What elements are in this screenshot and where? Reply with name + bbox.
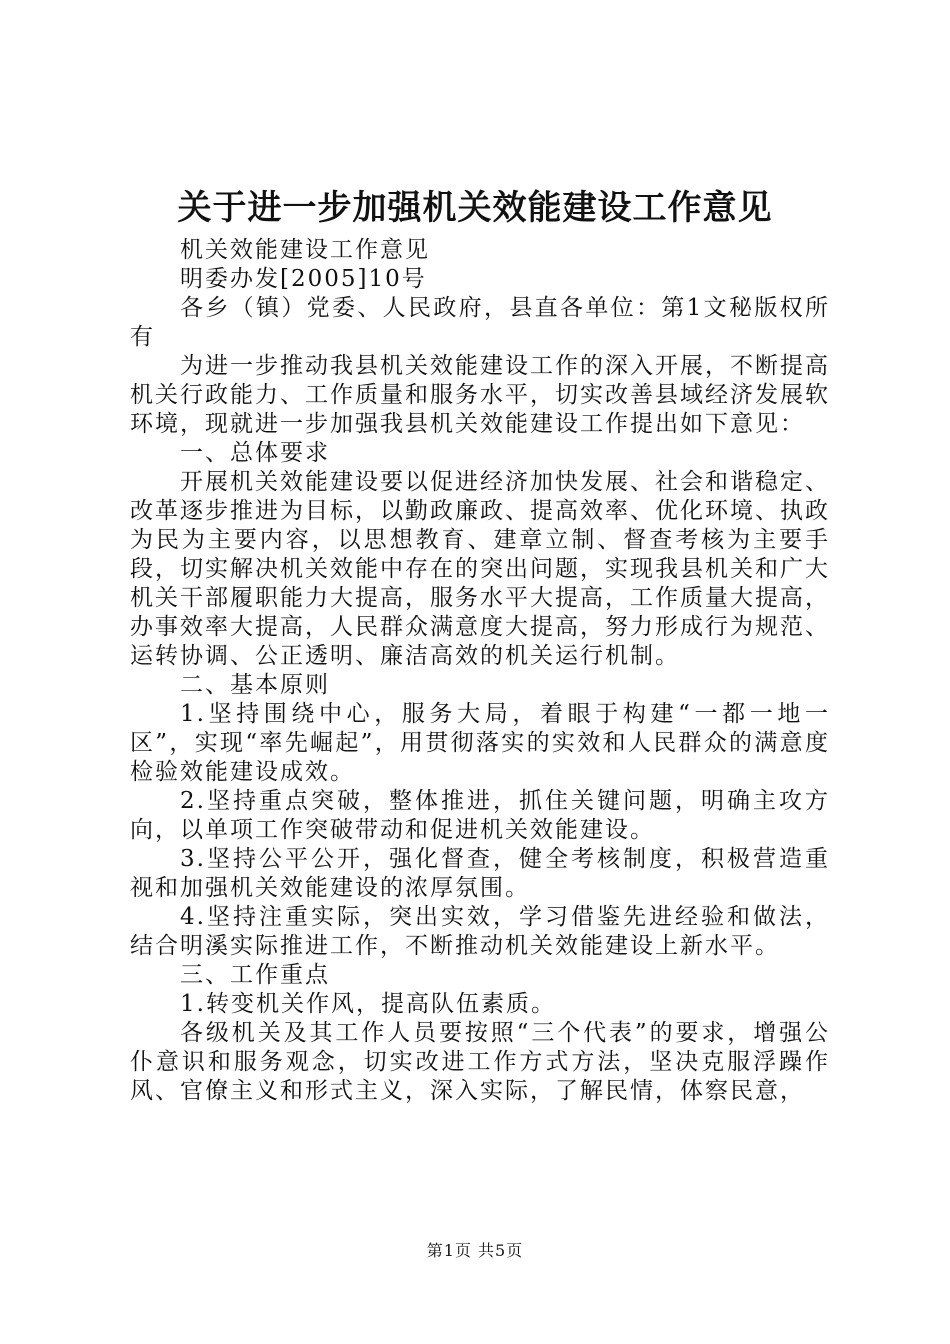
section-heading-1: 一、总体要求: [180, 440, 330, 466]
section-heading-2: 二、基本原则: [180, 672, 330, 698]
document-body: [130, 236, 830, 1106]
principle-2: 2.坚持重点突破，整体推进，抓住关键问题，明确主攻方向，以单项工作突破带动和促进机关效能建设。: [130, 788, 830, 843]
section-1-paragraph: 开展机关效能建设要以促进经济加快发展、社会和谐稳定、改革逐步推进为目标，以勤政廉政、提高效率、优化环境、执政为民为主要内容，以思想教育、建章立制、督查考核为主要手段，切实解决机关效能中存在的突出问题，实现我县机关和广大机关干部履职能力大提高，服务水平大提高，工作质量大提高，办事效率大提高，人民群众满意度大提高，努力形成行为规范、运转协调、公正透明、廉洁高效的机关运行机制。: [130, 469, 830, 669]
principle-1: 1.坚持围绕中心，服务大局，着眼于构建“一都一地一区”，实现“率先崛起”，用贯彻落实的实效和人民群众的满意度检验效能建设成效。: [130, 701, 830, 785]
focus-item-1: 1.转变机关作风，提高队伍素质。: [180, 991, 556, 1017]
section-heading-3: 三、工作重点: [180, 962, 330, 988]
doc-subtitle: 机关效能建设工作意见: [180, 237, 430, 263]
principle-4: 4.坚持注重实际，突出实效，学习借鉴先进经验和做法，结合明溪实际推进工作，不断推动机关效能建设上新水平。: [130, 904, 830, 959]
doc-intro-paragraph: 为进一步推动我县机关效能建设工作的深入开展，不断提高机关行政能力、工作质量和服务水平，切实改善县域经济发展软环境，现就进一步加强我县机关效能建设工作提出如下意见：: [130, 353, 830, 437]
focus-item-1-paragraph: 各级机关及其工作人员要按照“三个代表”的要求，增强公仆意识和服务观念，切实改进工作方式方法，坚决克服浮躁作风、官僚主义和形式主义，深入实际，了解民情，体察民意，: [130, 1020, 830, 1104]
page-footer: 第1页 共5页: [426, 1241, 524, 1260]
document-title: 关于进一步加强机关效能建设工作意见: [177, 188, 773, 228]
principle-3: 3.坚持公平公开，强化督查，健全考核制度，积极营造重视和加强机关效能建设的浓厚氛围。: [130, 846, 830, 901]
doc-number: 明委办发[2005]10号: [180, 266, 427, 292]
doc-addressee: 各乡（镇）党委、人民政府，县直各单位：第1文秘版权所有: [130, 295, 830, 350]
